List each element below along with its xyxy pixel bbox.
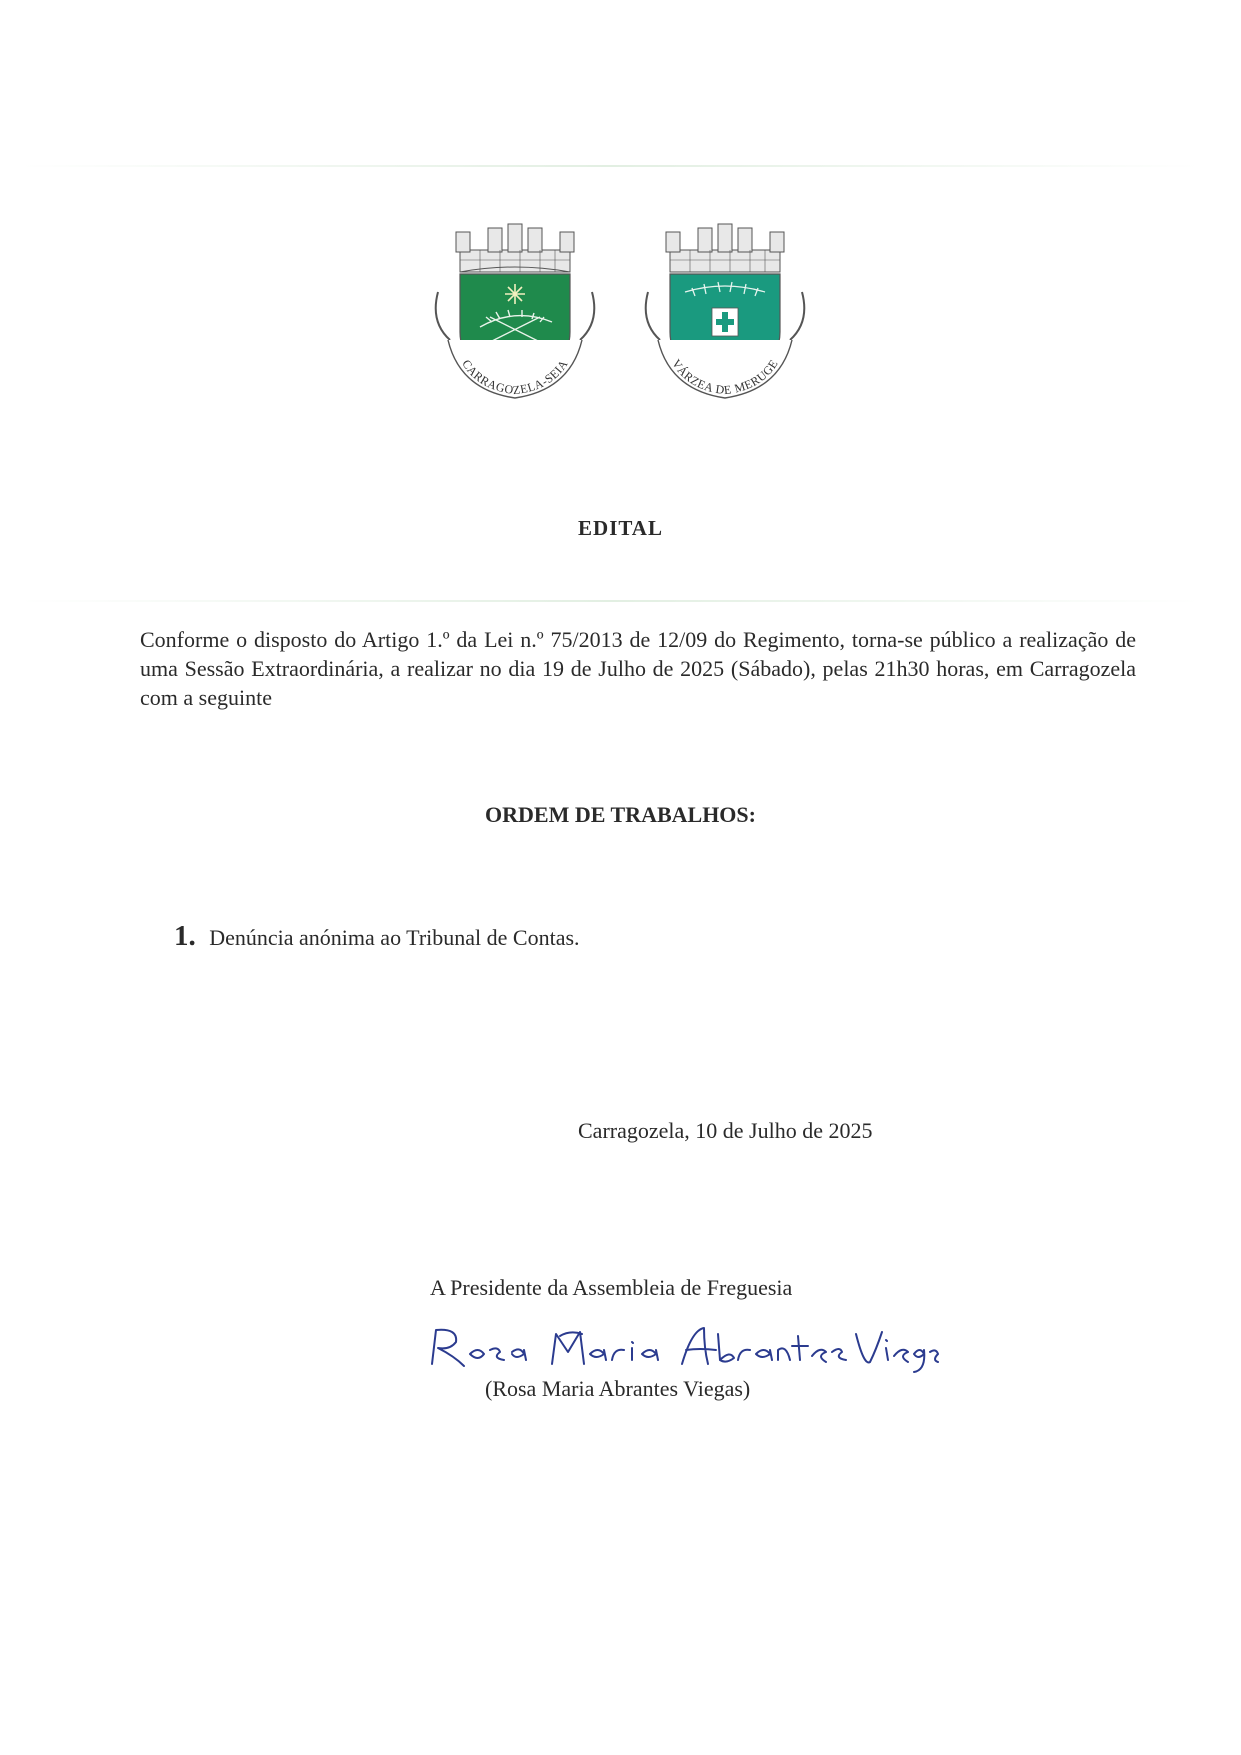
agenda-item — [174, 920, 580, 953]
document-title: EDITAL — [578, 516, 663, 540]
crest-carragozela — [430, 222, 600, 412]
crest-motto: CARRAGOZELA-SEIA — [459, 356, 571, 398]
agenda-item-number: 1. — [174, 920, 196, 952]
notice-paragraph: Conforme o disposto do Artigo 1.º da Lei n.º 75/2013 de 12/09 do Regimento, torna-se público a realização de uma Sessão Extraordinária, a realizar no dia 19 de Julho de 2025 (Sábado), pelas 21h30 horas, em Carragozela com a seguinte — [140, 627, 1136, 710]
scan-artifact-line — [20, 600, 1200, 602]
crest-motto: VÁRZEA DE MERUGE — [669, 356, 781, 398]
date-line: Carragozela, 10 de Julho de 2025 — [578, 1118, 873, 1143]
scan-artifact-line — [20, 165, 1200, 167]
signatory-role: A Presidente da Assembleia de Freguesia — [430, 1275, 793, 1300]
signatory-name: (Rosa Maria Abrantes Viegas) — [485, 1376, 751, 1401]
agenda-heading: ORDEM DE TRABALHOS: — [485, 802, 756, 827]
handwritten-signature — [420, 1320, 940, 1376]
crest-varzea-de-meruge — [640, 222, 810, 412]
agenda-item-text: Denúncia anónima ao Tribunal de Contas. — [209, 925, 580, 950]
